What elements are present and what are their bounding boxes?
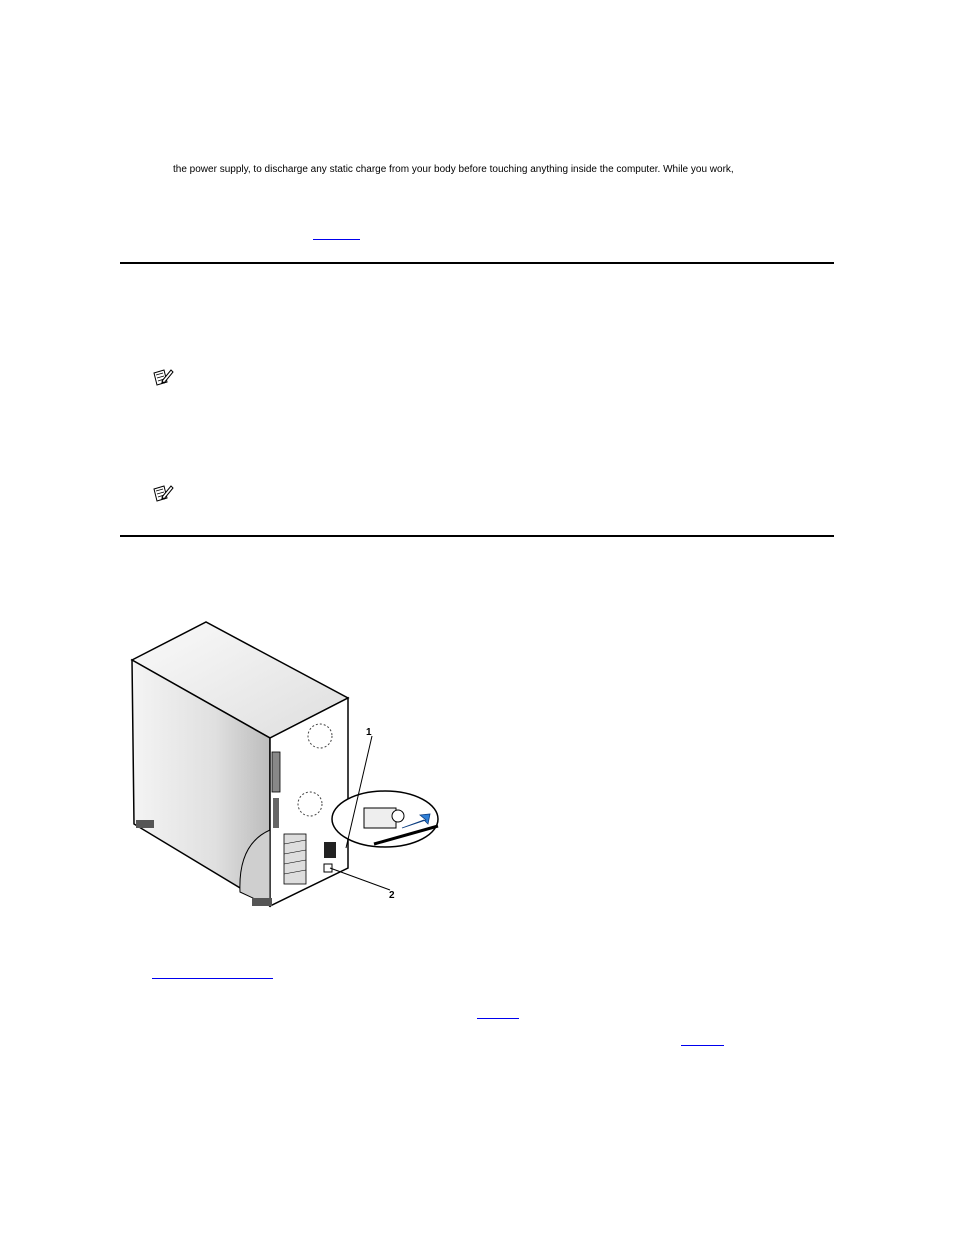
section-divider-bottom <box>120 535 834 537</box>
figure-link-1[interactable] <box>313 239 360 240</box>
body-text-line: the power supply, to discharge any static charge from your body before touching anything inside the computer. While you work, <box>173 164 734 175</box>
note-pencil-icon <box>152 483 174 503</box>
note-pencil-icon <box>152 367 174 387</box>
section-divider-top <box>120 262 834 264</box>
callout-number-2: 2 <box>389 890 395 901</box>
callout-number-1: 1 <box>366 727 372 738</box>
figure-link-4[interactable] <box>681 1045 724 1046</box>
figure-link-3[interactable] <box>477 1018 519 1019</box>
computer-tower-illustration <box>120 612 450 912</box>
figure-link-2[interactable] <box>152 978 273 979</box>
